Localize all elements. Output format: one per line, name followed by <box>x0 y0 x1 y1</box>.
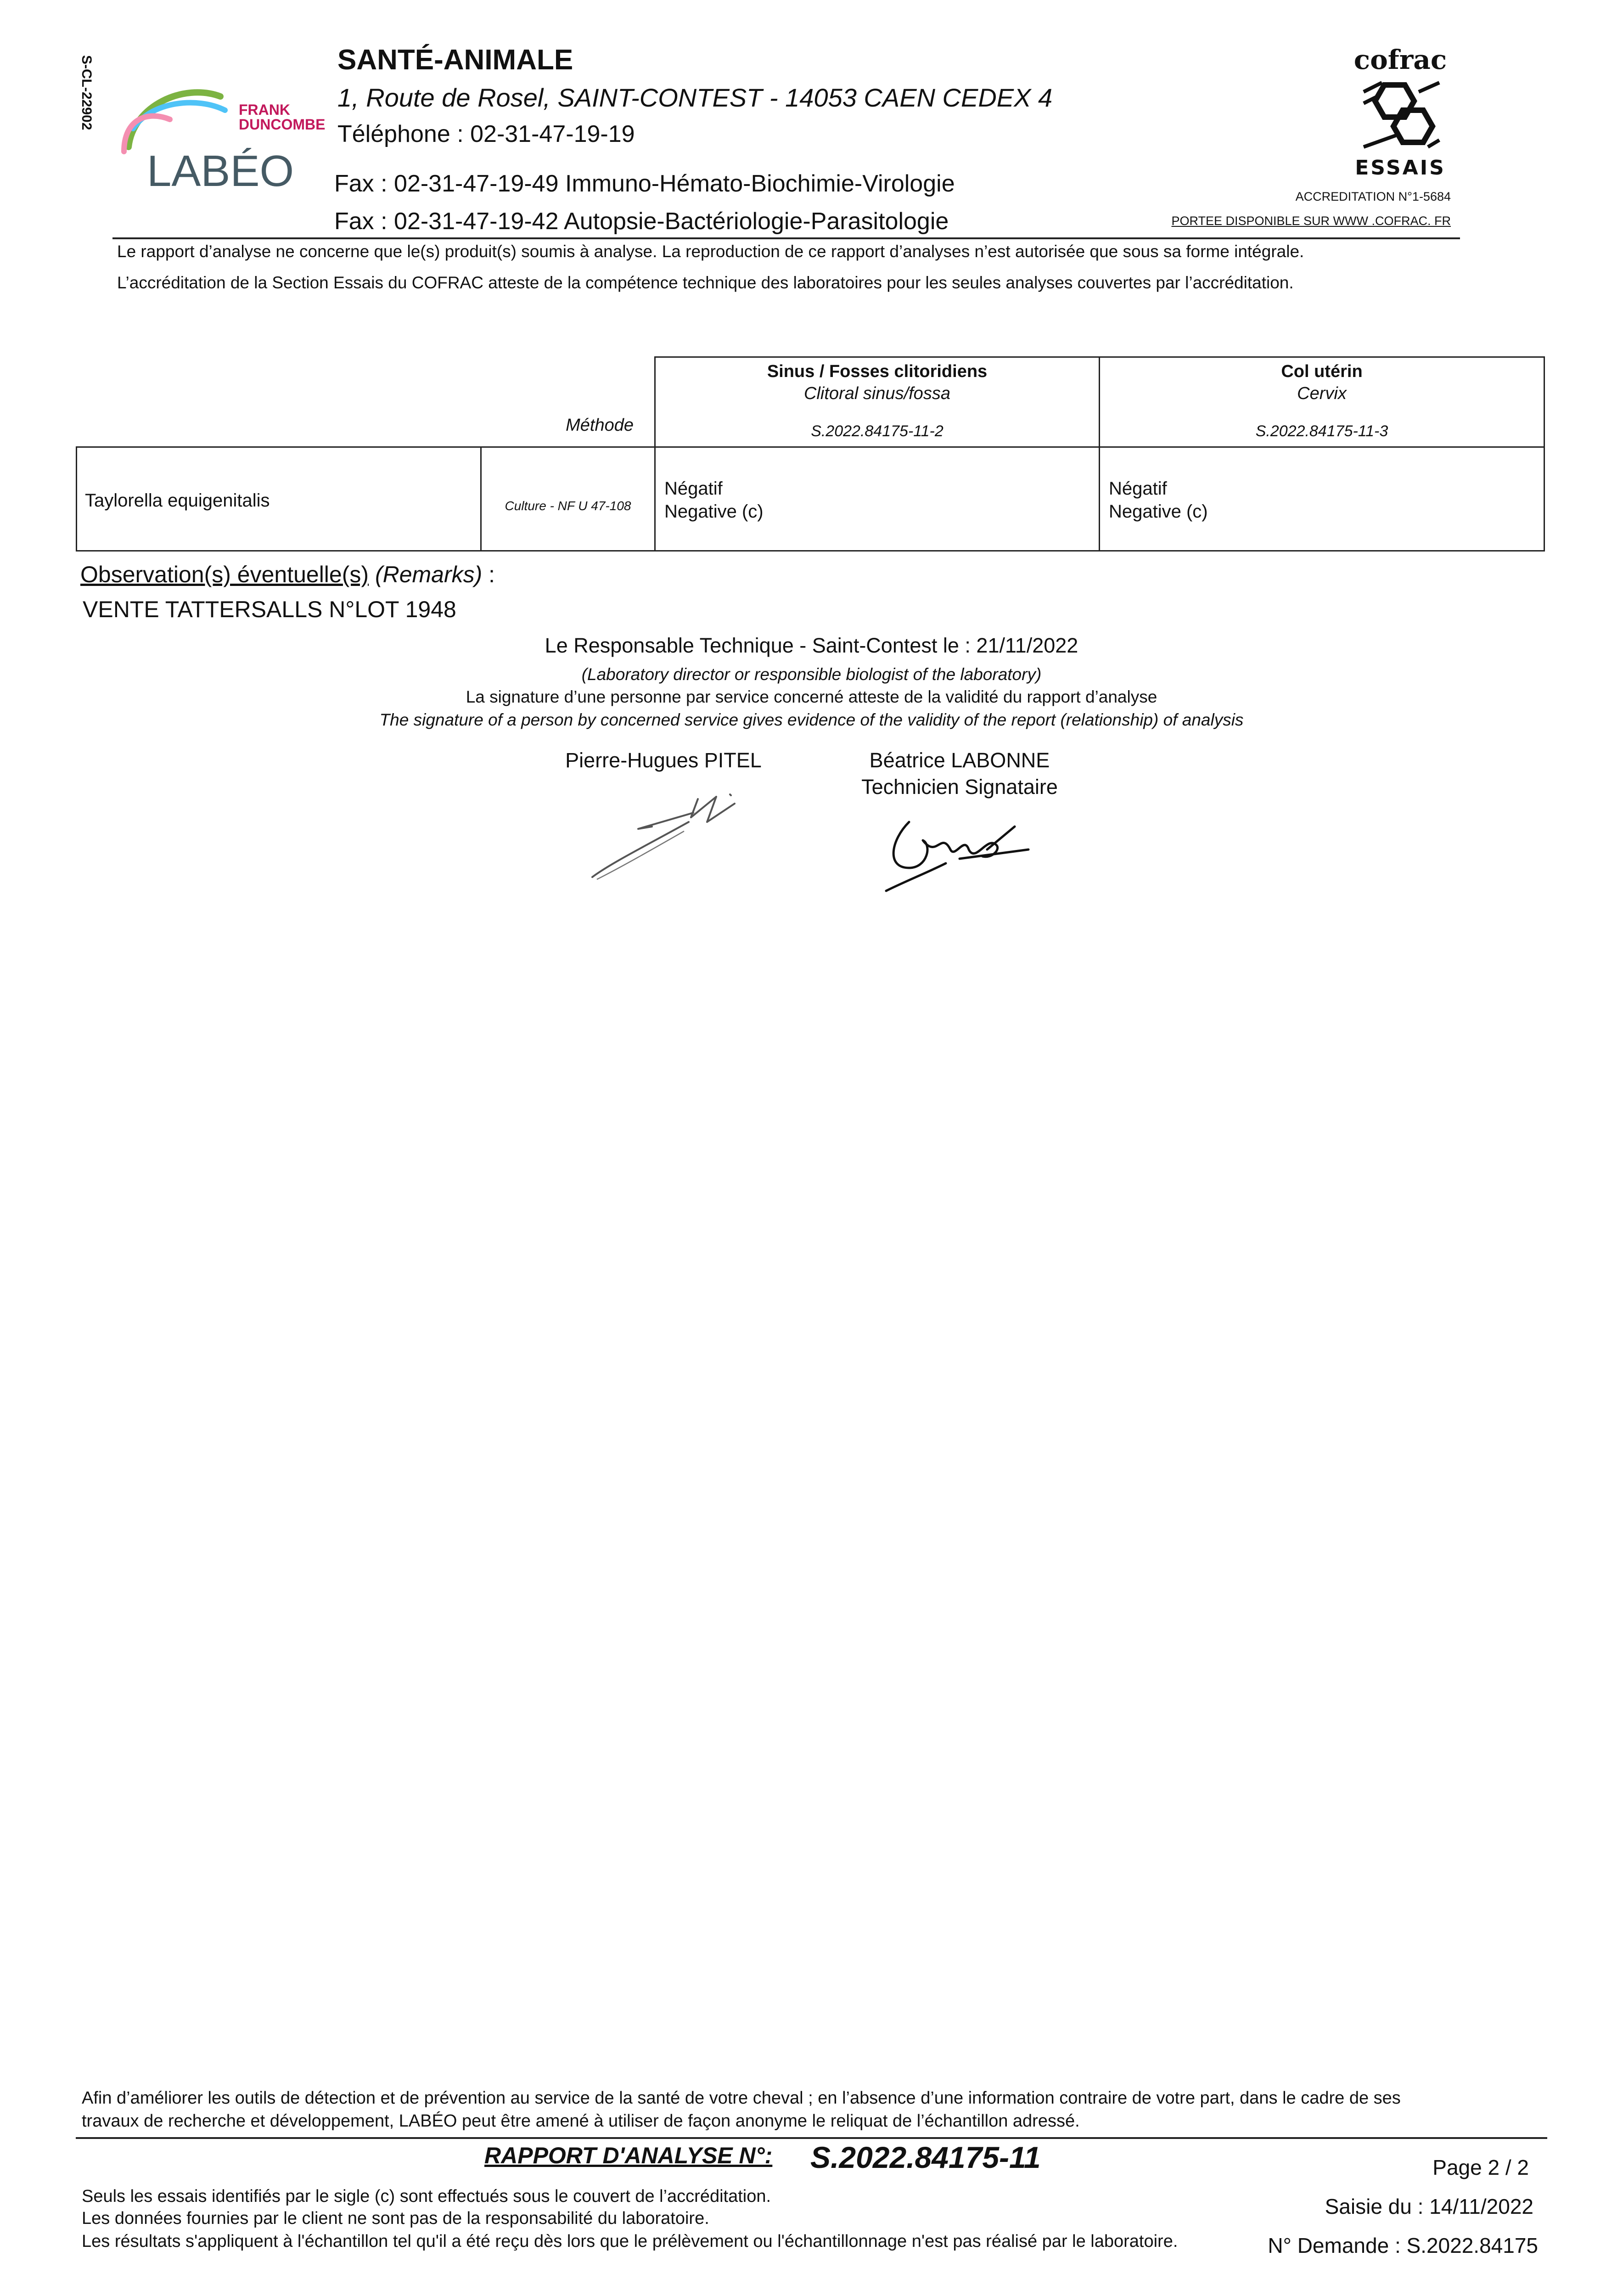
signature-statement-en: The signature of a person by concerned service gives evidence of the validity of the report (relationship) of analysis <box>379 710 1244 729</box>
signature-statement-fr: La signature d’une personne par service concerné atteste de la validité du rapport d’analyse <box>466 687 1157 706</box>
remarks-text: VENTE TATTERSALLS N°LOT 1948 <box>83 597 456 622</box>
signature-1-graphic <box>583 771 753 886</box>
method-column-header: Méthode <box>566 416 634 435</box>
remarks-heading-colon: : <box>482 562 495 587</box>
notice-accreditation: L’accréditation de la Section Essais du COFRAC atteste de la compétence technique des laboratoires pour les seules analyses couvertes par l’accréditation. <box>117 273 1294 292</box>
remarks-heading-fr: Observation(s) éventuelle(s) <box>80 562 369 587</box>
report-title: RAPPORT D'ANALYSE N°: <box>484 2143 773 2168</box>
signature-title: Le Responsable Technique - Saint-Contest le : 21/11/2022 <box>545 634 1078 657</box>
footer-sample-note: Les résultats s'appliquent à l'échantillon tel qu'il a été reçu dès lors que le prélèvement ou l'échantillonnage n'est pas réalisé par le laboratoire. <box>82 2232 1178 2251</box>
signer-2-role: Technicien Signataire <box>861 775 1058 799</box>
cofrac-logo-graphic <box>1354 41 1446 179</box>
footer-divider <box>76 2137 1547 2139</box>
signature-2-graphic <box>877 799 1042 905</box>
table-border-right <box>1544 356 1545 551</box>
lab-phone: Téléphone : 02-31-47-19-19 <box>337 121 635 147</box>
signer-1-name: Pierre-Hugues PITEL <box>565 748 762 772</box>
cofrac-scope-link[interactable]: PORTEE DISPONIBLE SUR WWW .COFRAC. FR <box>1171 214 1451 228</box>
column-2-title: Col utérin <box>1281 362 1363 381</box>
signature-subtitle-en: (Laboratory director or responsible biologist of the laboratory) <box>581 665 1042 684</box>
result-2-en: Negative (c) <box>1109 501 1208 522</box>
report-number: S.2022.84175-11 <box>810 2140 1041 2174</box>
page-number: Page 2 / 2 <box>1432 2155 1529 2179</box>
footer-research-note-line-1: Afin d’améliorer les outils de détection et de prévention au service de la santé de votre cheval ; en l’absence d’une information contraire de votre part, dans le cadre de ses <box>82 2088 1401 2108</box>
logo-brand-top: FRANK <box>239 101 290 118</box>
footer-client-data-note: Les données fournies par le client ne sont pas de la responsabilité du laboratoire. <box>82 2209 709 2228</box>
remarks-heading-en: (Remarks) <box>375 562 483 587</box>
column-2-subtitle: Cervix <box>1297 384 1347 403</box>
column-2-sample-id: S.2022.84175-11-3 <box>1255 422 1388 440</box>
cofrac-logo-bottom: ESSAIS <box>1355 156 1446 179</box>
lab-address: 1, Route de Rosel, SAINT-CONTEST - 14053 CAEN CEDEX 4 <box>337 83 1053 112</box>
logo-brand-name: LABÉO <box>147 146 294 196</box>
table-row-bottom-border <box>76 550 1545 551</box>
notice-reproduction: Le rapport d’analyse ne concerne que le(s) produit(s) soumis à analyse. La reproduction de ce rapport d’analyses n’est autorisée que sous sa forme intégrale. <box>117 242 1304 261</box>
lab-name: SANTÉ-ANIMALE <box>337 44 573 76</box>
request-number: N° Demande : S.2022.84175 <box>1268 2234 1538 2257</box>
column-1-title: Sinus / Fosses clitoridiens <box>767 362 988 381</box>
logo-brand-mid: DUNCOMBE <box>239 116 326 133</box>
signer-2-name: Béatrice LABONNE <box>869 748 1050 772</box>
result-2-fr: Négatif <box>1109 478 1167 499</box>
cofrac-logo-top: cofrac <box>1354 44 1446 75</box>
table-border-left <box>76 446 77 551</box>
remarks-heading <box>80 561 495 588</box>
footer-accreditation-note: Seuls les essais identifiés par le sigle (c) sont effectués sous le couvert de l’accréditation. <box>82 2187 771 2206</box>
lab-fax-immuno: Fax : 02-31-47-19-49 Immuno-Hémato-Biochimie-Virologie <box>334 170 955 197</box>
footer-research-note-line-2: travaux de recherche et développement, LABÉO peut être amené à utiliser de façon anonyme le reliquat de l’échantillon adressé. <box>82 2111 1080 2131</box>
table-row-top-border <box>76 446 1545 448</box>
result-1-fr: Négatif <box>664 478 723 499</box>
column-1-sample-id: S.2022.84175-11-2 <box>811 422 943 440</box>
header-divider <box>112 237 1460 239</box>
signature-2-image <box>877 799 1042 905</box>
cofrac-logo <box>1354 41 1446 179</box>
analyte-method: Culture - NF U 47-108 <box>505 499 631 513</box>
analyte-name: Taylorella equigenitalis <box>85 490 270 511</box>
entry-date: Saisie du : 14/11/2022 <box>1325 2195 1533 2218</box>
result-1-en: Negative (c) <box>664 501 764 522</box>
accreditation-number: ACCREDITATION N°1-5684 <box>1295 190 1451 203</box>
labeo-logo-graphic <box>115 78 326 197</box>
signature-1-image <box>583 771 753 886</box>
column-1-subtitle: Clitoral sinus/fossa <box>804 384 950 403</box>
lab-fax-autopsie: Fax : 02-31-47-19-42 Autopsie-Bactériologie-Parasitologie <box>334 208 949 235</box>
document-code: S-CL-22902 <box>79 55 94 130</box>
labeo-logo <box>115 78 326 197</box>
